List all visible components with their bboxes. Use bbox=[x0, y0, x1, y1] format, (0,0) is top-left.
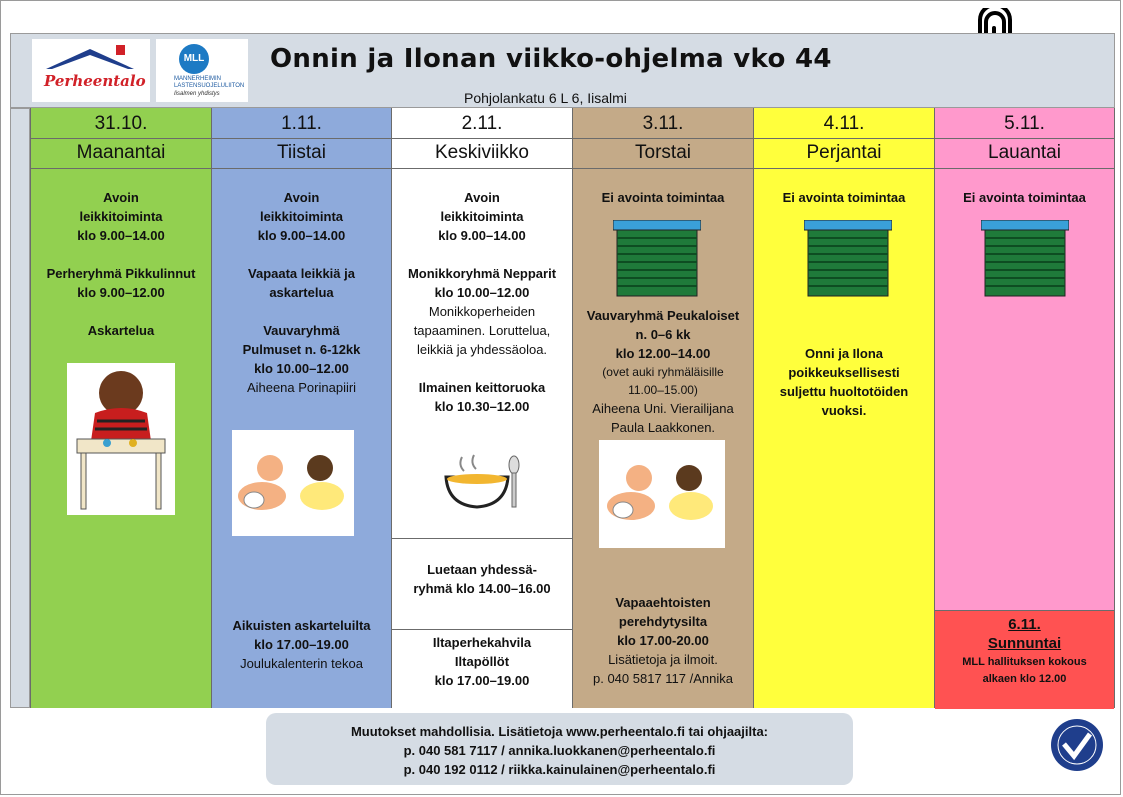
closed-shutter-icon bbox=[613, 220, 701, 298]
date-label: 3.11. bbox=[642, 113, 684, 134]
day-column-saturday bbox=[934, 108, 1115, 708]
sunday-section bbox=[935, 610, 1114, 709]
day-column-thursday bbox=[572, 108, 753, 708]
wednesday-activities: Avoin leikkitoiminta klo 9.00–14.00 Monikkoryhmä Nepparit klo 10.00–12.00 Monikkoperheiden tapaaminen. Loruttelua, leikkiä ja yhdessäoloa. Ilmainen keittoruoka klo 10.30–12.00 bbox=[407, 190, 557, 414]
mll-logo-text bbox=[174, 76, 244, 90]
day-column-friday bbox=[753, 108, 934, 708]
date-label: 5.11. bbox=[1004, 113, 1045, 134]
wednesday-afternoon: Luetaan yhdessä- ryhmä klo 14.00–16.00 bbox=[413, 562, 551, 596]
monday-activities: Avoin leikkitoiminta klo 9.00–14.00 Perheryhmä Pikkulinnut klo 9.00–12.00 Askartelua bbox=[46, 190, 196, 338]
date-label: 31.10. bbox=[94, 113, 148, 134]
footer-line-2: p. 040 581 7117 / annika.luokkanen@perheentalo.fi bbox=[403, 743, 716, 758]
closed-shutter-icon bbox=[981, 220, 1069, 298]
footer-line-1: Muutokset mahdollisia. Lisätietoja www.perheentalo.fi tai ohjaajilta: bbox=[350, 724, 769, 739]
saturday-closed-note: Ei avointa toimintaa bbox=[963, 190, 1086, 205]
sunday-day: Sunnuntai bbox=[987, 635, 1062, 652]
friday-notice: Onni ja Ilona poikkeuksellisesti suljettu huoltotöiden vuoksi. bbox=[779, 346, 909, 418]
mll-line-1: MANNERHEIMIN bbox=[174, 76, 222, 82]
perheentalo-logo bbox=[32, 39, 150, 102]
date-label: 1.11. bbox=[281, 113, 322, 134]
seal-badge-icon bbox=[1050, 716, 1104, 774]
babies-picture bbox=[599, 440, 725, 548]
day-label: Maanantai bbox=[76, 142, 166, 163]
mll-logo bbox=[156, 39, 248, 102]
friday-closed-note: Ei avointa toimintaa bbox=[782, 190, 906, 205]
day-column-monday bbox=[30, 108, 211, 708]
day-label: Lauantai bbox=[988, 142, 1061, 163]
date-label: 4.11. bbox=[823, 113, 865, 134]
tuesday-activities: Avoin leikkitoiminta klo 9.00–14.00 Vapaata leikkiä ja askartelua Vauvaryhmä Pulmuset n. 6-12kk klo 10.00–12.00 Aiheena Porinapiiri bbox=[242, 190, 361, 395]
thursday-closed-note: Ei avointa toimintaa bbox=[601, 190, 725, 205]
footer-contact-box bbox=[266, 713, 853, 785]
day-column-wednesday bbox=[391, 108, 572, 708]
day-label: Perjantai bbox=[806, 142, 882, 163]
thursday-evening: Vapaaehtoisten perehdytysilta klo 17.00-20.00 Lisätietoja ja ilmoit. p. 040 5817 117 /Annika bbox=[593, 595, 733, 686]
thursday-activities: Vauvaryhmä Peukaloiset n. 0–6 kk klo 12.00–14.00 (ovet auki ryhmäläisille 11.00–15.00) Aiheena Uni. Vierailijana Paula Laakkonen. bbox=[586, 308, 740, 435]
header-bar bbox=[10, 33, 1115, 108]
footer-line-3: p. 040 192 0112 / riikka.kainulainen@perheentalo.fi bbox=[403, 762, 716, 777]
left-margin-strip bbox=[10, 108, 30, 708]
day-label: Tiistai bbox=[277, 142, 326, 163]
soup-bowl-icon bbox=[442, 453, 524, 511]
tuesday-evening: Aikuisten askarteluilta klo 17.00–19.00 Joulukalenterin tekoa bbox=[232, 618, 371, 671]
date-label: 2.11. bbox=[461, 113, 503, 134]
sunday-event-time: alkaen klo 12.00 bbox=[982, 673, 1067, 685]
crafting-child-picture bbox=[67, 363, 175, 515]
babies-picture bbox=[232, 430, 354, 536]
page-title: Onnin ja Ilonan viikko-ohjelma vko 44 bbox=[270, 44, 832, 74]
wednesday-evening: Iltaperhekahvila Iltapöllöt klo 17.00–19.00 bbox=[432, 635, 532, 688]
perheentalo-logo-text: Perheentalo bbox=[44, 72, 146, 90]
sunday-date: 6.11. bbox=[1008, 616, 1041, 633]
mll-line-3: Iisalmen yhdistys bbox=[174, 91, 220, 97]
closed-shutter-icon bbox=[804, 220, 892, 298]
day-label: Keskiviikko bbox=[435, 142, 529, 163]
mll-line-2: LASTENSUOJELULIITON bbox=[174, 83, 245, 89]
day-label: Torstai bbox=[635, 142, 691, 163]
address: Pohjolankatu 6 L 6, Iisalmi bbox=[464, 90, 627, 106]
day-column-tuesday bbox=[211, 108, 391, 708]
house-roof-logo bbox=[42, 43, 140, 73]
mll-logo-circle: MLL bbox=[179, 44, 209, 74]
sunday-event: MLL hallituksen kokous bbox=[962, 656, 1087, 668]
